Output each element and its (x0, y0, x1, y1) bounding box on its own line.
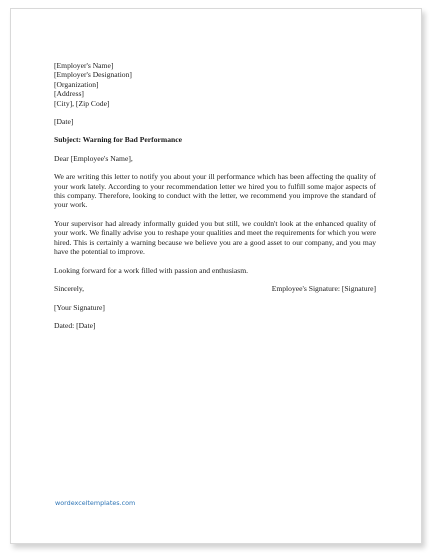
employee-signature: Employee's Signature: [Signature] (271, 283, 376, 293)
signature-row (54, 284, 376, 294)
address-line: [Employer's Name] (54, 61, 114, 70)
letter-body (54, 61, 376, 331)
closing: Sincerely, (54, 283, 85, 293)
body-paragraph: Looking forward for a work filled with passion and enthusiasm. (54, 265, 249, 275)
body-paragraph: Your supervisor had already informally guided you but still, we couldn't look at the enhanced quality of your work. We finally advise you to reshape your qualities and meet the requirements for which you were hired. This is certainly a warning because we believe you are a good asset to our company, and you may have the potential to improve. (54, 218, 376, 257)
recipient-address (54, 61, 376, 108)
address-line: [Address] (54, 89, 84, 99)
address-line: [Employer's Designation] (54, 70, 132, 80)
your-signature: [Your Signature] (54, 302, 105, 312)
dated-line: Dated: [Date] (54, 321, 96, 331)
address-line: [Organization] (54, 79, 99, 89)
footer-website-link[interactable]: wordexceltemplates.com (55, 499, 136, 507)
letter-date: [Date] (54, 117, 74, 127)
salutation: Dear [Employee's Name], (54, 153, 133, 163)
document-page (10, 8, 422, 544)
body-paragraph: We are writing this letter to notify you about your ill performance which has been affecting the quality of your work lately. According to your recommendation letter we hired you to fulfill some major aspects of this company. Therefore, looking to conduct with the letter, we recommend you improve the standard of your work. (54, 172, 376, 210)
letter-subject: Subject: Warning for Bad Performance (54, 135, 182, 145)
address-line: [City], [Zip Code] (54, 98, 110, 108)
